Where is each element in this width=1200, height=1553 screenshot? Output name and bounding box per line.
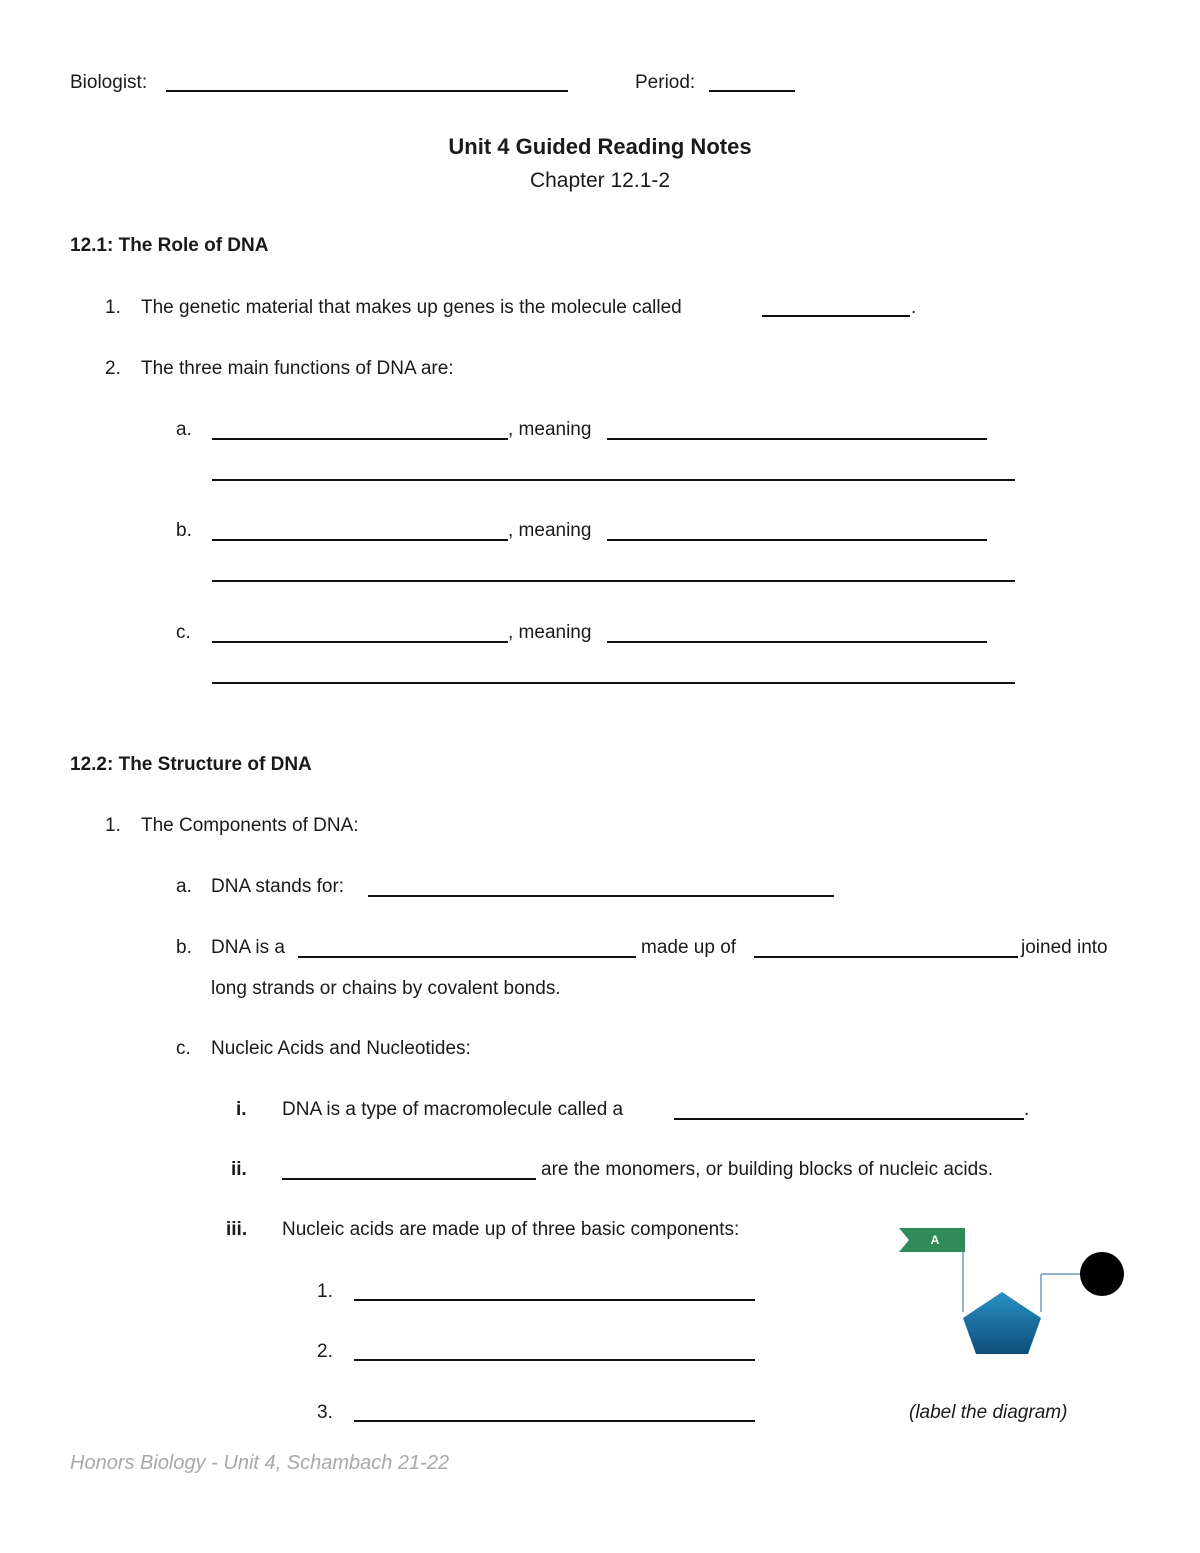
macromolecule-blank[interactable] <box>674 1118 1024 1120</box>
component-1-blank[interactable] <box>354 1299 755 1301</box>
function-a-meaning-line2[interactable] <box>212 479 1015 481</box>
question-text: DNA stands for: <box>211 876 345 897</box>
section-heading-12-2: 12.2: The Structure of DNA <box>70 754 312 775</box>
function-b-meaning-blank[interactable] <box>607 539 987 541</box>
question-text: Nucleic acids are made up of three basic components: <box>282 1219 740 1240</box>
page-subtitle: Chapter 12.1-2 <box>529 169 671 192</box>
function-a-meaning-blank[interactable] <box>607 438 987 440</box>
period-field[interactable] <box>709 90 795 92</box>
meaning-label: , meaning <box>508 520 592 541</box>
roman-numeral: ii. <box>231 1159 247 1180</box>
function-c-meaning-blank[interactable] <box>607 641 987 643</box>
list-letter: a. <box>176 419 192 440</box>
sugar-pentagon-icon <box>963 1292 1041 1354</box>
base-label: A <box>930 1233 940 1247</box>
list-letter: c. <box>176 1038 191 1059</box>
section-heading-12-1: 12.1: The Role of DNA <box>70 235 269 256</box>
list-letter: b. <box>176 937 192 958</box>
question-text: Nucleic Acids and Nucleotides: <box>211 1038 471 1059</box>
component-3-blank[interactable] <box>354 1420 755 1422</box>
roman-numeral: iii. <box>226 1219 248 1240</box>
meaning-label: , meaning <box>508 622 592 643</box>
component-number: 2. <box>317 1341 333 1362</box>
question-number: 2. <box>105 358 121 379</box>
meaning-label: , meaning <box>508 419 592 440</box>
function-a-blank[interactable] <box>212 438 508 440</box>
list-letter: a. <box>176 876 192 897</box>
question-text: DNA is a <box>211 937 285 958</box>
made-up-of-blank[interactable] <box>754 956 1018 958</box>
list-letter: b. <box>176 520 192 541</box>
list-letter: c. <box>176 622 191 643</box>
monomers-blank[interactable] <box>282 1178 536 1180</box>
genetic-material-blank[interactable] <box>762 315 910 317</box>
page-title: Unit 4 Guided Reading Notes <box>448 134 752 159</box>
diagram-caption: (label the diagram) <box>909 1402 1068 1423</box>
question-text: DNA is a type of macromolecule called a <box>282 1099 624 1120</box>
function-c-meaning-line2[interactable] <box>212 682 1015 684</box>
punctuation: . <box>911 297 917 318</box>
question-text: joined into <box>1021 937 1108 958</box>
phosphate-circle-icon <box>1080 1252 1124 1296</box>
component-number: 3. <box>317 1402 333 1423</box>
function-b-meaning-line2[interactable] <box>212 580 1015 582</box>
component-2-blank[interactable] <box>354 1359 755 1361</box>
function-b-blank[interactable] <box>212 539 508 541</box>
biologist-label: Biologist: <box>70 72 148 93</box>
question-text: made up of <box>641 937 737 958</box>
dna-stands-for-blank[interactable] <box>368 895 834 897</box>
question-text: The three main functions of DNA are: <box>141 358 454 379</box>
component-number: 1. <box>317 1281 333 1302</box>
question-text: long strands or chains by covalent bonds. <box>211 978 561 999</box>
dna-is-a-blank[interactable] <box>298 956 636 958</box>
question-text: The genetic material that makes up genes is the molecule called <box>141 297 682 318</box>
page-footer: Honors Biology - Unit 4, Schambach 21-22 <box>70 1452 450 1474</box>
punctuation: . <box>1024 1099 1030 1120</box>
question-number: 1. <box>105 297 121 318</box>
function-c-blank[interactable] <box>212 641 508 643</box>
question-text: The Components of DNA: <box>141 815 359 836</box>
roman-numeral: i. <box>236 1099 247 1120</box>
question-number: 1. <box>105 815 121 836</box>
period-label: Period: <box>635 72 696 93</box>
nucleotide-diagram <box>895 1220 1135 1370</box>
question-text: are the monomers, or building blocks of nucleic acids. <box>541 1159 994 1180</box>
biologist-name-field[interactable] <box>166 90 568 92</box>
